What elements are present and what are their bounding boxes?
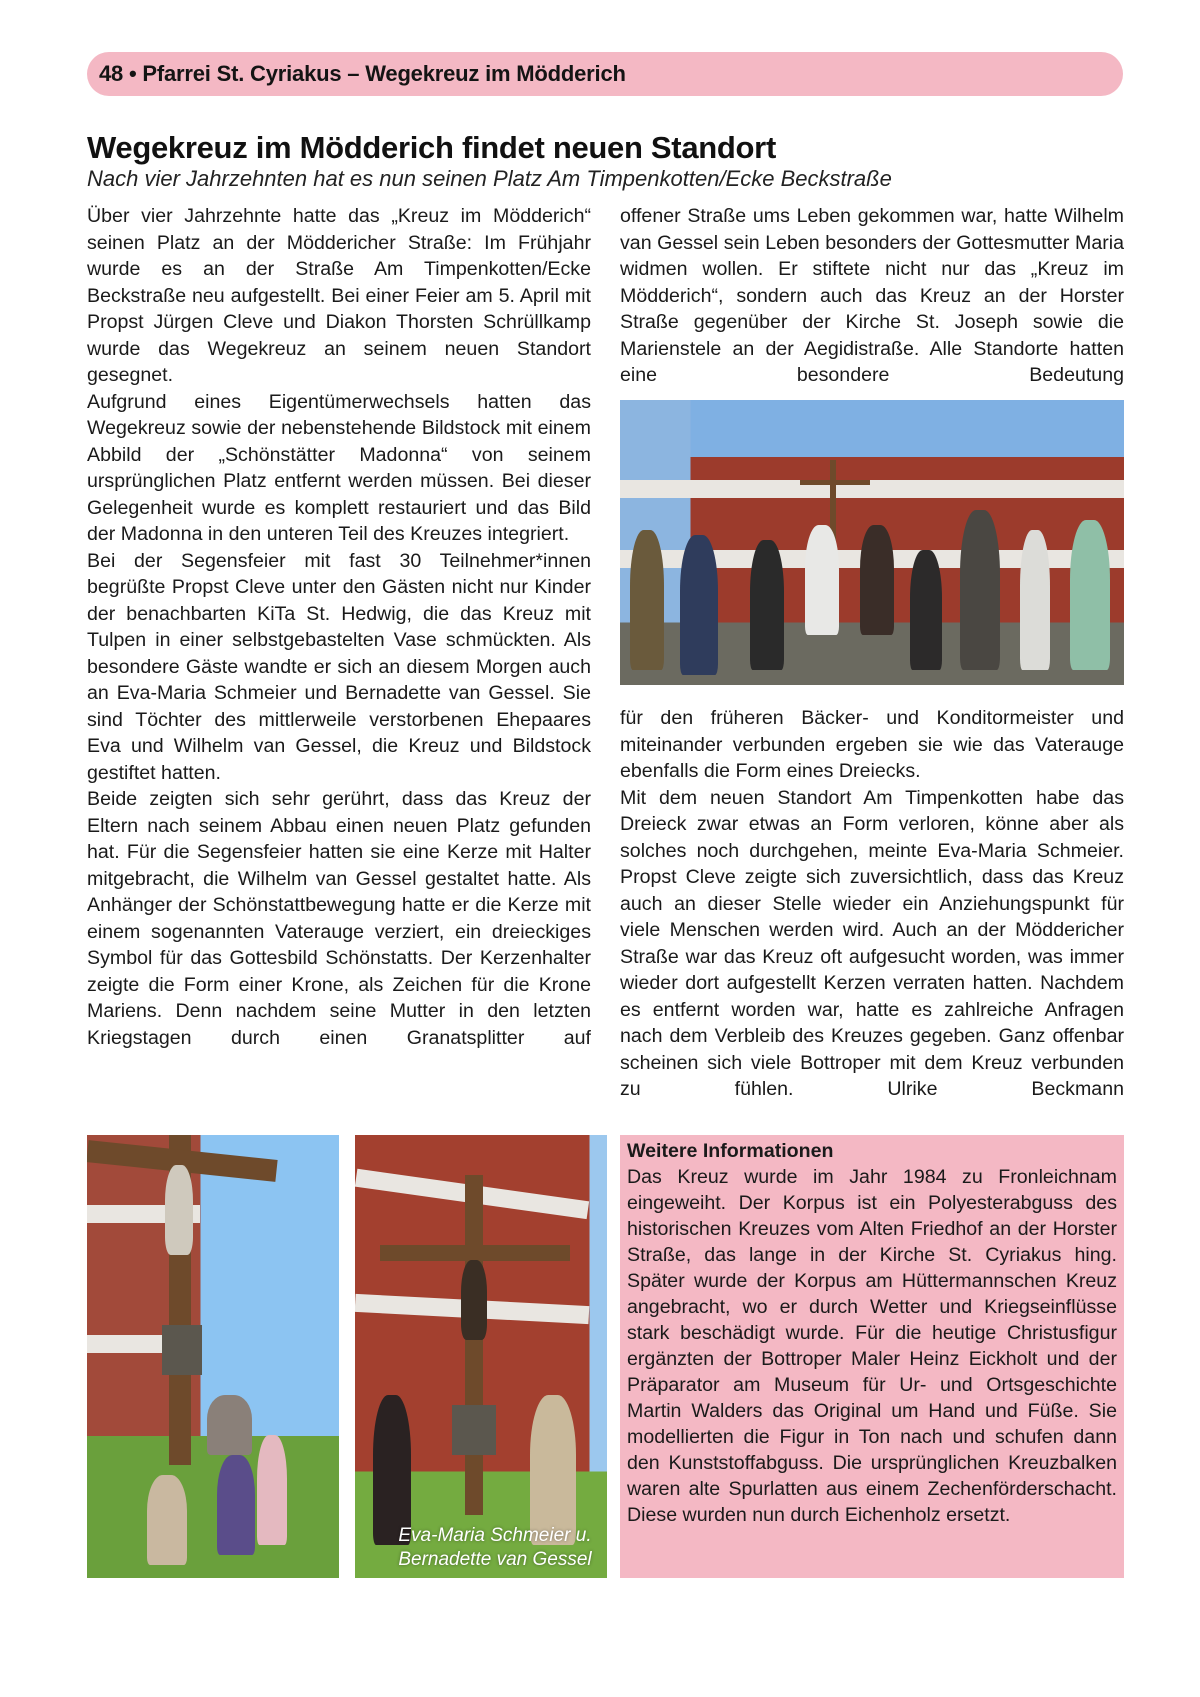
christ-figure xyxy=(461,1260,487,1340)
page-header-bar xyxy=(87,52,1123,96)
article-subtitle: Nach vier Jahrzehnten hat es nun seinen Platz Am Timpenkotten/Ecke Beckstraße xyxy=(87,166,892,191)
crucifix-beam xyxy=(800,480,870,485)
paragraph: Beide zeigten sich sehr gerührt, dass das Kreuz der Eltern nach seinem Abbau einen neuen Platz gefunden hat. Für die Segensfeier hatten sie eine Kerze mit Halter mitgebracht, die Wilhelm van Gessel gestaltet hatte. Als Anhänger der Schönstattbewegung hatte er die Kerze mit einem sogenannten Vaterauge verziert, ein dreieckiges Symbol für das Gottesbild Schönstatts. Der Kerzenhalter zeigte die Form einer Krone, als Zeichen für die Krone Mariens. Denn nachdem seine Mutter in den letzten Kriegstagen durch einen Granatsplitter auf xyxy=(87,788,591,1049)
adult-figure xyxy=(207,1395,252,1455)
person-figure xyxy=(805,525,839,635)
info-box-further-information xyxy=(620,1135,1124,1578)
child-figure xyxy=(147,1475,187,1565)
person-figure xyxy=(1070,520,1110,670)
paragraph: Mit dem neuen Standort Am Timpenkotten habe das Dreieck zwar etwas an Form verloren, könne aber als solches noch durchgehen, meinte Eva-Maria Schmeier. Propst Cleve zeigte sich zuversichtlich, dass das Kreuz auch an dieser Stelle wieder ein Anziehungspunkt für viele Menschen werden wird. Auch an der Möddericher Straße war das Kreuz oft aufgesucht worden, was immer wieder dort aufgestellt Kerzen verraten hatten. Nachdem es entfernt worden war, hatte es zahlreiche Anfragen nach dem Verbleib des Kreuzes gegeben. Ganz offenbar scheinen sich viele Bottroper mit dem Kreuz verbunden zu fühlen. Ulrike Beckmann xyxy=(620,786,1124,1100)
crucifix-icon xyxy=(465,1175,483,1515)
person-figure xyxy=(630,530,664,670)
article-column-left xyxy=(87,203,591,1051)
child-figure xyxy=(257,1435,287,1545)
paragraph: Aufgrund eines Eigentümerwechsels hatten das Wegekreuz sowie der nebenstehende Bildstock mit einem Abbild der „Schönstätter Madonna“ von seinem ursprünglichen Platz entfernt werden müssen. Bei dieser Gelegenheit wurde es komplett restauriert und das Bild der Madonna in den unteren Teil des Kreuzes integriert. xyxy=(87,390,591,545)
article-title: Wegekreuz im Mödderich findet neuen Standort xyxy=(87,130,776,165)
child-figure xyxy=(217,1455,255,1555)
person-figure xyxy=(910,550,942,670)
photo-cross-with-children xyxy=(87,1135,339,1578)
photo-caption: Eva-Maria Schmeier u. Bernadette van Gessel xyxy=(398,1525,592,1570)
crucifix-beam xyxy=(380,1245,570,1261)
person-figure xyxy=(860,525,894,635)
paragraph: offener Straße ums Leben gekommen war, hatte Wilhelm van Gessel sein Leben besonders der Gottesmutter Maria widmen wollen. Er stiftete nicht nur das „Kreuz im Mödderich“, sondern auch das Kreuz an der Horster Straße gegenüber der Kirche St. Joseph sowie die Marienstele an der Aegidistraße. Alle Standorte hatten eine besondere Bedeutung xyxy=(620,205,1124,386)
paragraph: Über vier Jahrzehnte hatte das „Kreuz im Mödderich“ seinen Platz an der Möddericher Straße: Im Frühjahr wurde es an der Straße Am Timpenkotten/Ecke Beckstraße neu aufgestellt. Bei einer Feier am 5. April mit Propst Jürgen Cleve und Diakon Thorsten Schrüllkamp wurde das Wegekreuz an seinem neuen Standort gesegnet. xyxy=(87,205,591,386)
person-figure xyxy=(750,540,784,670)
woman-figure xyxy=(530,1395,576,1545)
photo-cross-with-two-women xyxy=(355,1135,607,1578)
info-box-heading: Weitere Informationen xyxy=(627,1140,834,1162)
woman-figure xyxy=(373,1395,411,1545)
person-figure xyxy=(680,535,718,675)
building-stripe xyxy=(620,480,1124,498)
paragraph: Bei der Segensfeier mit fast 30 Teilnehmer*innen begrüßte Propst Cleve unter den Gästen nicht nur Kinder der benachbarten KiTa St. Hedwig, die das Kreuz mit Tulpen in einer selbstgebastelten Vase schmückten. Als besondere Gäste wandte er sich an diesem Morgen auch an Eva-Maria Schmeier und Bernadette van Gessel. Sie sind Töchter des mittlerweile verstorbenen Ehepaares Eva und Wilhelm van Gessel, die Kreuz und Bildstock gestiftet hatten. xyxy=(87,549,591,784)
info-box-text: Das Kreuz wurde im Jahr 1984 zu Fronleichnam eingeweiht. Der Korpus ist ein Polyesterabguss des historischen Kreuzes vom Alten Friedhof an der Horster Straße, das lange in der Kirche St. Cyriakus hing. Später wurde der Korpus am Hüttermannschen Kreuz angebracht, wo er durch Wetter und Kriegseinflüsse stark beschädigt wurde. Für die heutige Christusfigur ergänzten der Bottroper Maler Heinz Eickholt und der Präparator am Museum für Ur- und Ortsgeschichte Martin Walders das Original um Hand und Füße. Sie modellierten die Figur in Ton nach und schufen dann den Kunststoffabguss. Die ursprünglichen Kreuzbalken waren alte Spurlatten aus einem Zechenförderschacht. Diese wurden nun durch Eichenholz ersetzt. xyxy=(627,1166,1117,1526)
paragraph: für den früheren Bäcker- und Konditormeister und miteinander verbunden ergeben sie wie das Vaterauge ebenfalls die Form eines Dreiecks. xyxy=(620,707,1124,782)
person-figure xyxy=(1020,530,1050,670)
madonna-plaque xyxy=(452,1405,496,1455)
person-figure xyxy=(960,510,1000,670)
madonna-plaque xyxy=(162,1325,202,1375)
christ-figure xyxy=(165,1165,193,1255)
article-column-right-middle xyxy=(620,705,1124,1103)
page-header-text: 48 • Pfarrei St. Cyriakus – Wegekreuz im Mödderich xyxy=(99,61,626,86)
photo-blessing-ceremony xyxy=(620,400,1124,685)
article-column-right-top xyxy=(620,203,1124,389)
